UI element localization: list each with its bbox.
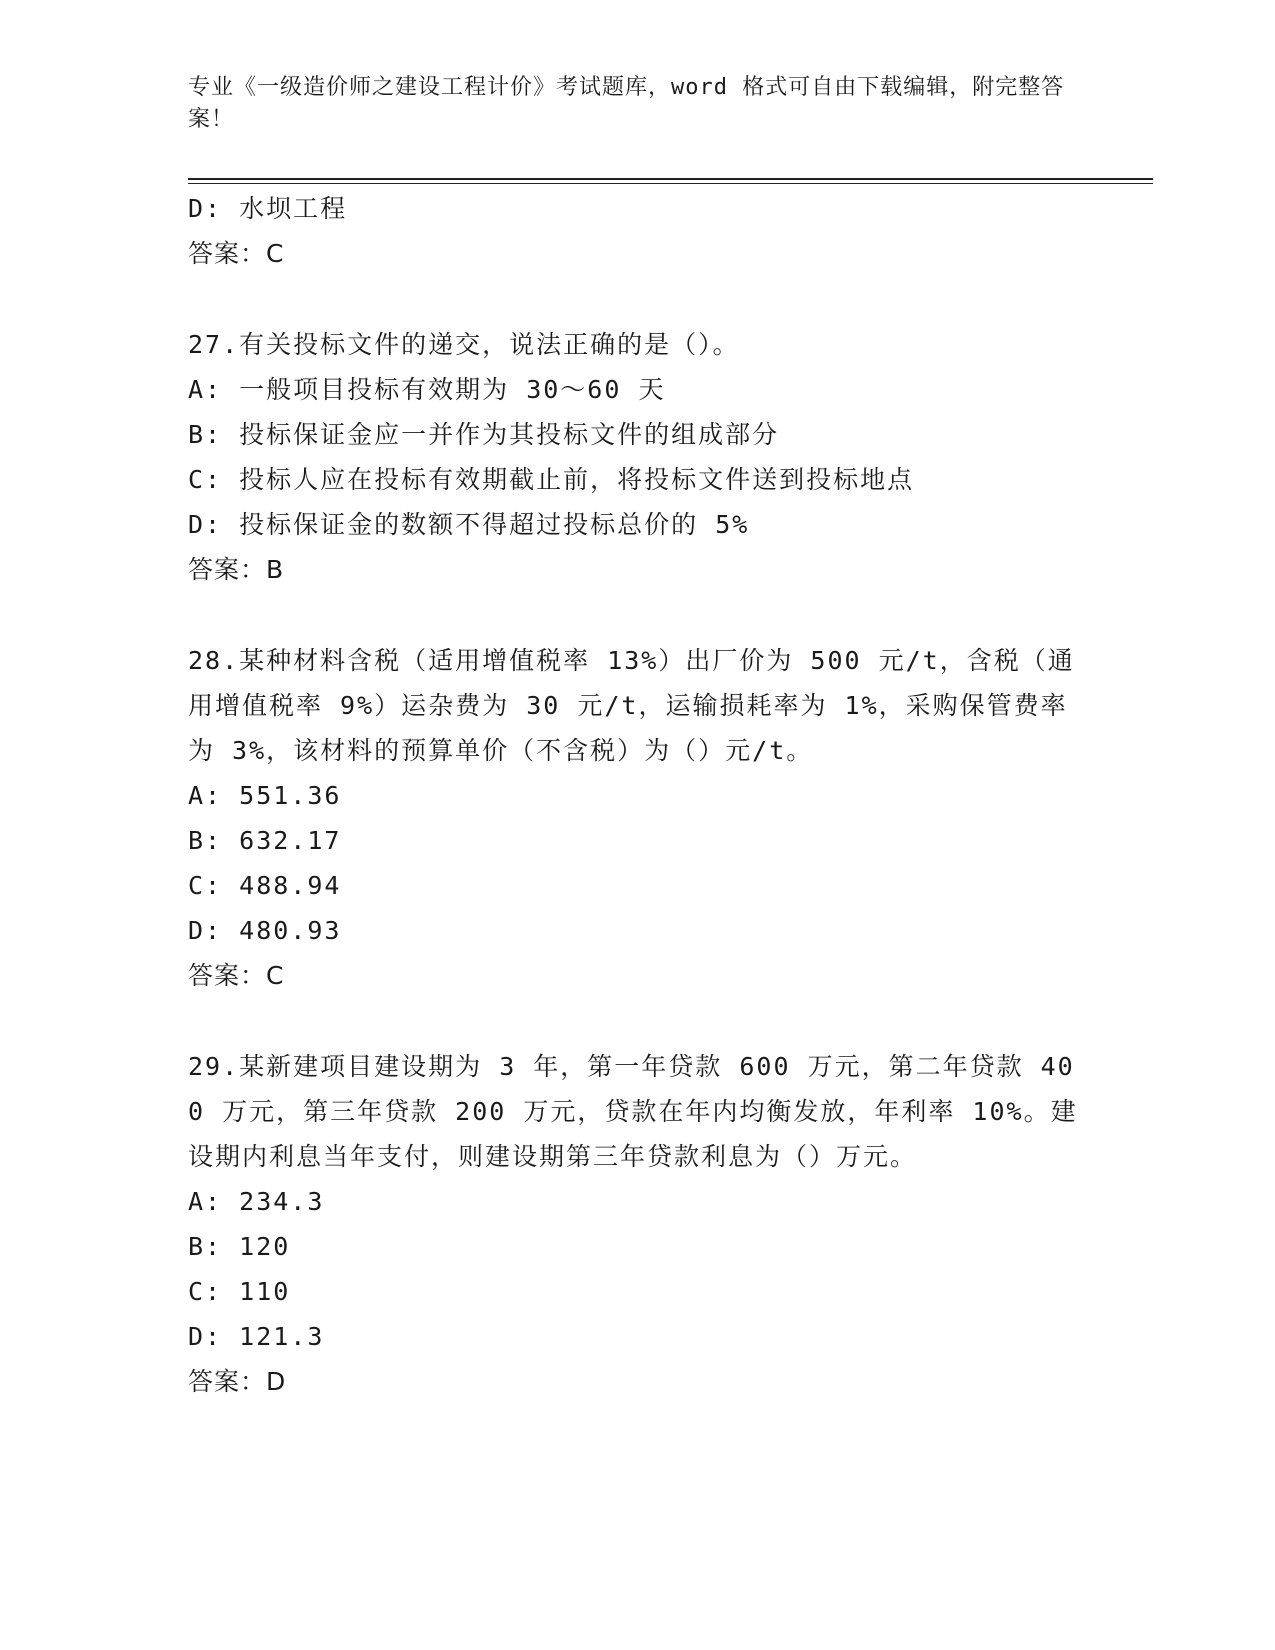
header-divider-thick bbox=[188, 178, 1153, 180]
question-stem: 27.有关投标文件的递交，说法正确的是（）。 bbox=[188, 330, 740, 359]
question-content bbox=[188, 186, 1088, 1404]
question-28 bbox=[188, 638, 1088, 998]
option-b: B: 投标保证金应一并作为其投标文件的组成部分 bbox=[188, 420, 780, 449]
question-stem: 29.某新建项目建设期为 3 年，第一年贷款 600 万元，第二年贷款 400 万元，第三年贷款 200 万元，贷款在年内均衡发放，年利率 10%。建设期内利息当年支付，则建设期第三年贷款利息为（）万元。 bbox=[188, 1052, 1078, 1171]
option-a: A: 一般项目投标有效期为 30～60 天 bbox=[188, 375, 666, 404]
option-c: C: 投标人应在投标有效期截止前，将投标文件送到投标地点 bbox=[188, 465, 915, 494]
question-29 bbox=[188, 1044, 1088, 1404]
option-d: D: 121.3 bbox=[188, 1322, 325, 1351]
question-stem: 28.某种材料含税（适用增值税率 13%）出厂价为 500 元/t，含税（通用增值税率 9%）运杂费为 30 元/t，运输损耗率为 1%，采购保管费率为 3%，该材料的预算单价（不含税）为（）元/t。 bbox=[188, 646, 1075, 765]
header-divider-thin bbox=[188, 183, 1153, 184]
page-header: 专业《一级造价师之建设工程计价》考试题库，word 格式可自由下载编辑，附完整答案！ bbox=[188, 75, 1065, 132]
option-a: A: 551.36 bbox=[188, 781, 342, 810]
option-d: D: 投标保证金的数额不得超过投标总价的 5% bbox=[188, 510, 750, 539]
option-c: C: 110 bbox=[188, 1277, 291, 1306]
answer: 答案：D bbox=[188, 1367, 287, 1396]
answer: 答案：B bbox=[188, 555, 285, 584]
spacer bbox=[188, 276, 1088, 322]
spacer bbox=[188, 998, 1088, 1044]
prev-option-d: D: 水坝工程 bbox=[188, 194, 348, 223]
answer: 答案：C bbox=[188, 961, 285, 990]
prev-answer: 答案：C bbox=[188, 239, 285, 268]
option-c: C: 488.94 bbox=[188, 871, 342, 900]
spacer bbox=[188, 592, 1088, 638]
option-d: D: 480.93 bbox=[188, 916, 342, 945]
option-b: B: 120 bbox=[188, 1232, 291, 1261]
option-b: B: 632.17 bbox=[188, 826, 342, 855]
option-a: A: 234.3 bbox=[188, 1187, 325, 1216]
question-27 bbox=[188, 322, 1088, 592]
